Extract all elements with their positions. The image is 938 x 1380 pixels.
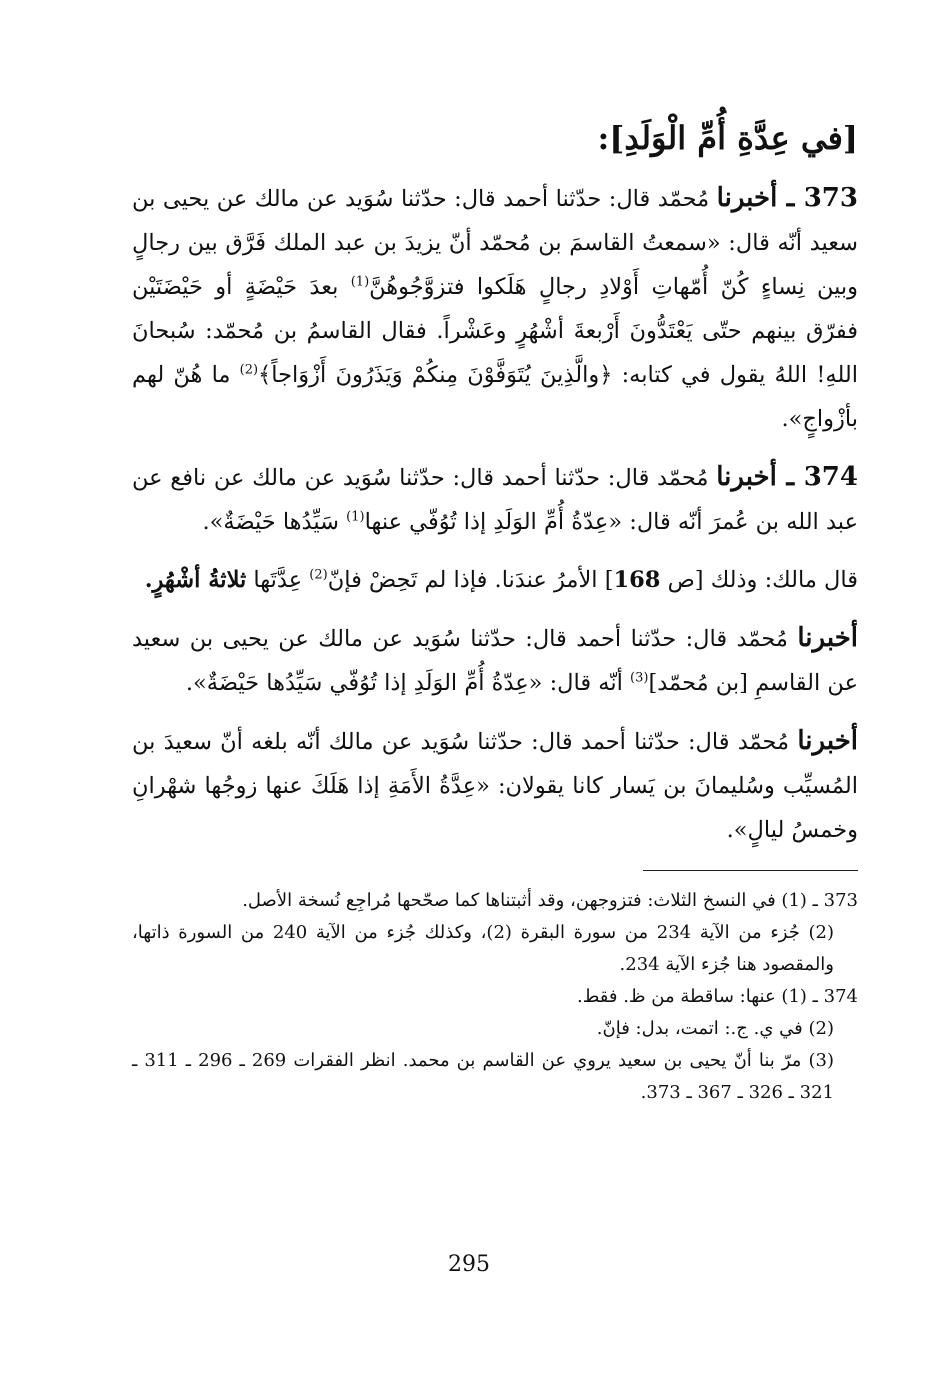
footnote-374-2: (2) في ي. ج.: اتمت، بدل: فإنّ. (596, 1018, 834, 1039)
footnote-374-1: 374 ـ (1) عنها: ساقطة من ظ. فقط. (576, 986, 858, 1007)
paragraph-text: سَيِّدُها حَيْضَةٌ». (202, 509, 347, 535)
footnote-marker: (2) (239, 362, 259, 378)
paragraph-amah (132, 719, 858, 852)
lead-word: أخبرنا (716, 183, 778, 213)
footnotes (132, 885, 858, 1109)
paragraph-qasim (132, 616, 858, 705)
lead-word: أخبرنا (716, 462, 777, 492)
section-heading: [في عِدَّةِ أُمِّ الْوَلَدِ]: (597, 119, 858, 157)
lead-word: أخبرنا (797, 623, 858, 653)
footnote-marker: (2) (309, 567, 328, 583)
paragraph-text: بعدَ حَيْضَةٍ أو حَيْضَتَيْن ففرّق بينهم حتّى يَعْتَدُّونَ أَرْبعةَ أشْهُرٍ وعَشْراً. فقال القاسمُ بن مُحمّد: سُبحانَ اللهِ! اللهُ يقول في كتابه: ﴿والَّذِينَ يُتَوَفَّوْنَ مِنكُمْ وَيَذَرُونَ أَزْوَاجاً﴾ (132, 274, 858, 388)
footnote-marker: (1) (350, 274, 370, 290)
footnote-marker: (1) (346, 509, 365, 525)
paragraph-text: مُحمّد قال: حدّثنا أحمد قال: حدّثنا سُوَيد عن مالك عن نافع عن عبد الله بن عُمرَ أنّه قال: «عِدّةُ أُمِّ الوَلَدِ إذا تُوُفّي عنها (132, 465, 858, 535)
number-dash: ـ (777, 183, 804, 213)
paragraph-bold-end: ثلاثةُ أشْهُرٍ. (144, 567, 247, 593)
paragraph-text: أنّه قال: «عِدّةُ أُمِّ الوَلَدِ إذا تُوُفّي سَيِّدُها حَيْضَةٌ». (185, 670, 631, 696)
footnote-373-2: (2) جُزء من الآية 234 من سورة البقرة (2)، وكذلك جُزء من الآية 240 من السورة ذاتها، والمقصود هنا جُزء الآية 234. (132, 922, 834, 975)
paragraph-text: مُحمّد قال: حدّثنا أحمد قال: حدّثنا سُوَيد عن مالك عن يحيى بن سعيد عن القاسمِ [بن مُحمّد] (132, 626, 858, 696)
paragraph-text: ] الأمرُ عندَنا. فإذا لم تَحِضْ فإنّ (327, 567, 614, 593)
footnote-marker: (3) (630, 670, 649, 686)
paragraph-text: قال مالك: وذلك [ص (660, 567, 858, 593)
lead-word: أخبرنا (797, 726, 858, 756)
paragraph-374 (132, 455, 858, 544)
paragraph-text: عِدَّتَها (246, 567, 310, 593)
paragraph-text: مُحمّد قال: حدّثنا أحمد قال: حدّثنا سُوَيد عن مالك عن يحيى بن سعيد أنّه قال: «سمعتُ القاسمَ بن مُحمّد أنّ يزيدَ بن عبد الملك فَرَّق بين رجالٍ وبين نِساءٍ كُنّ أُمّهاتِ أَوْلادِ رجالٍ هَلَكوا فتزوَّجُوهُنَّ (132, 186, 859, 300)
paragraph-malik (132, 558, 858, 602)
paragraph-text: مُحمّد قال: حدّثنا أحمد قال: حدّثنا سُوَيد عن مالك أنّه بلغه أنّ سعيدَ بن المُسيِّب وسُليمانَ بن يَسار كانا يقولان: «عِدَّةُ الأَمَةِ إذا هَلَكَ عنها زوجُها شهْرانِ وخمسُ ليالٍ». (132, 729, 858, 843)
paragraph-373 (132, 176, 858, 441)
footnote-divider (643, 870, 858, 871)
paragraph-number: 373 (803, 183, 858, 213)
footnote-373-1: 373 ـ (1) في النسخ الثلاث: فتزوجهن، وقد أثبتناها كما صحّحها مُراجِع نُسخة الأصل. (242, 890, 858, 911)
page-reference: 168 (613, 567, 661, 593)
paragraph-number: 374 (803, 462, 858, 492)
page-number: 295 (448, 1252, 490, 1277)
number-dash: ـ (776, 462, 804, 492)
paragraph-text: ما هُنّ لهم بأزْواجٍ». (132, 362, 858, 432)
footnote-374-3: (3) مرّ بنا أنّ يحيى بن سعيد يروي عن القاسم بن محمد. انظر الفقرات 269 ـ 296 ـ 311 ـ 321 ـ 326 ـ 367 ـ 373. (132, 1050, 835, 1103)
